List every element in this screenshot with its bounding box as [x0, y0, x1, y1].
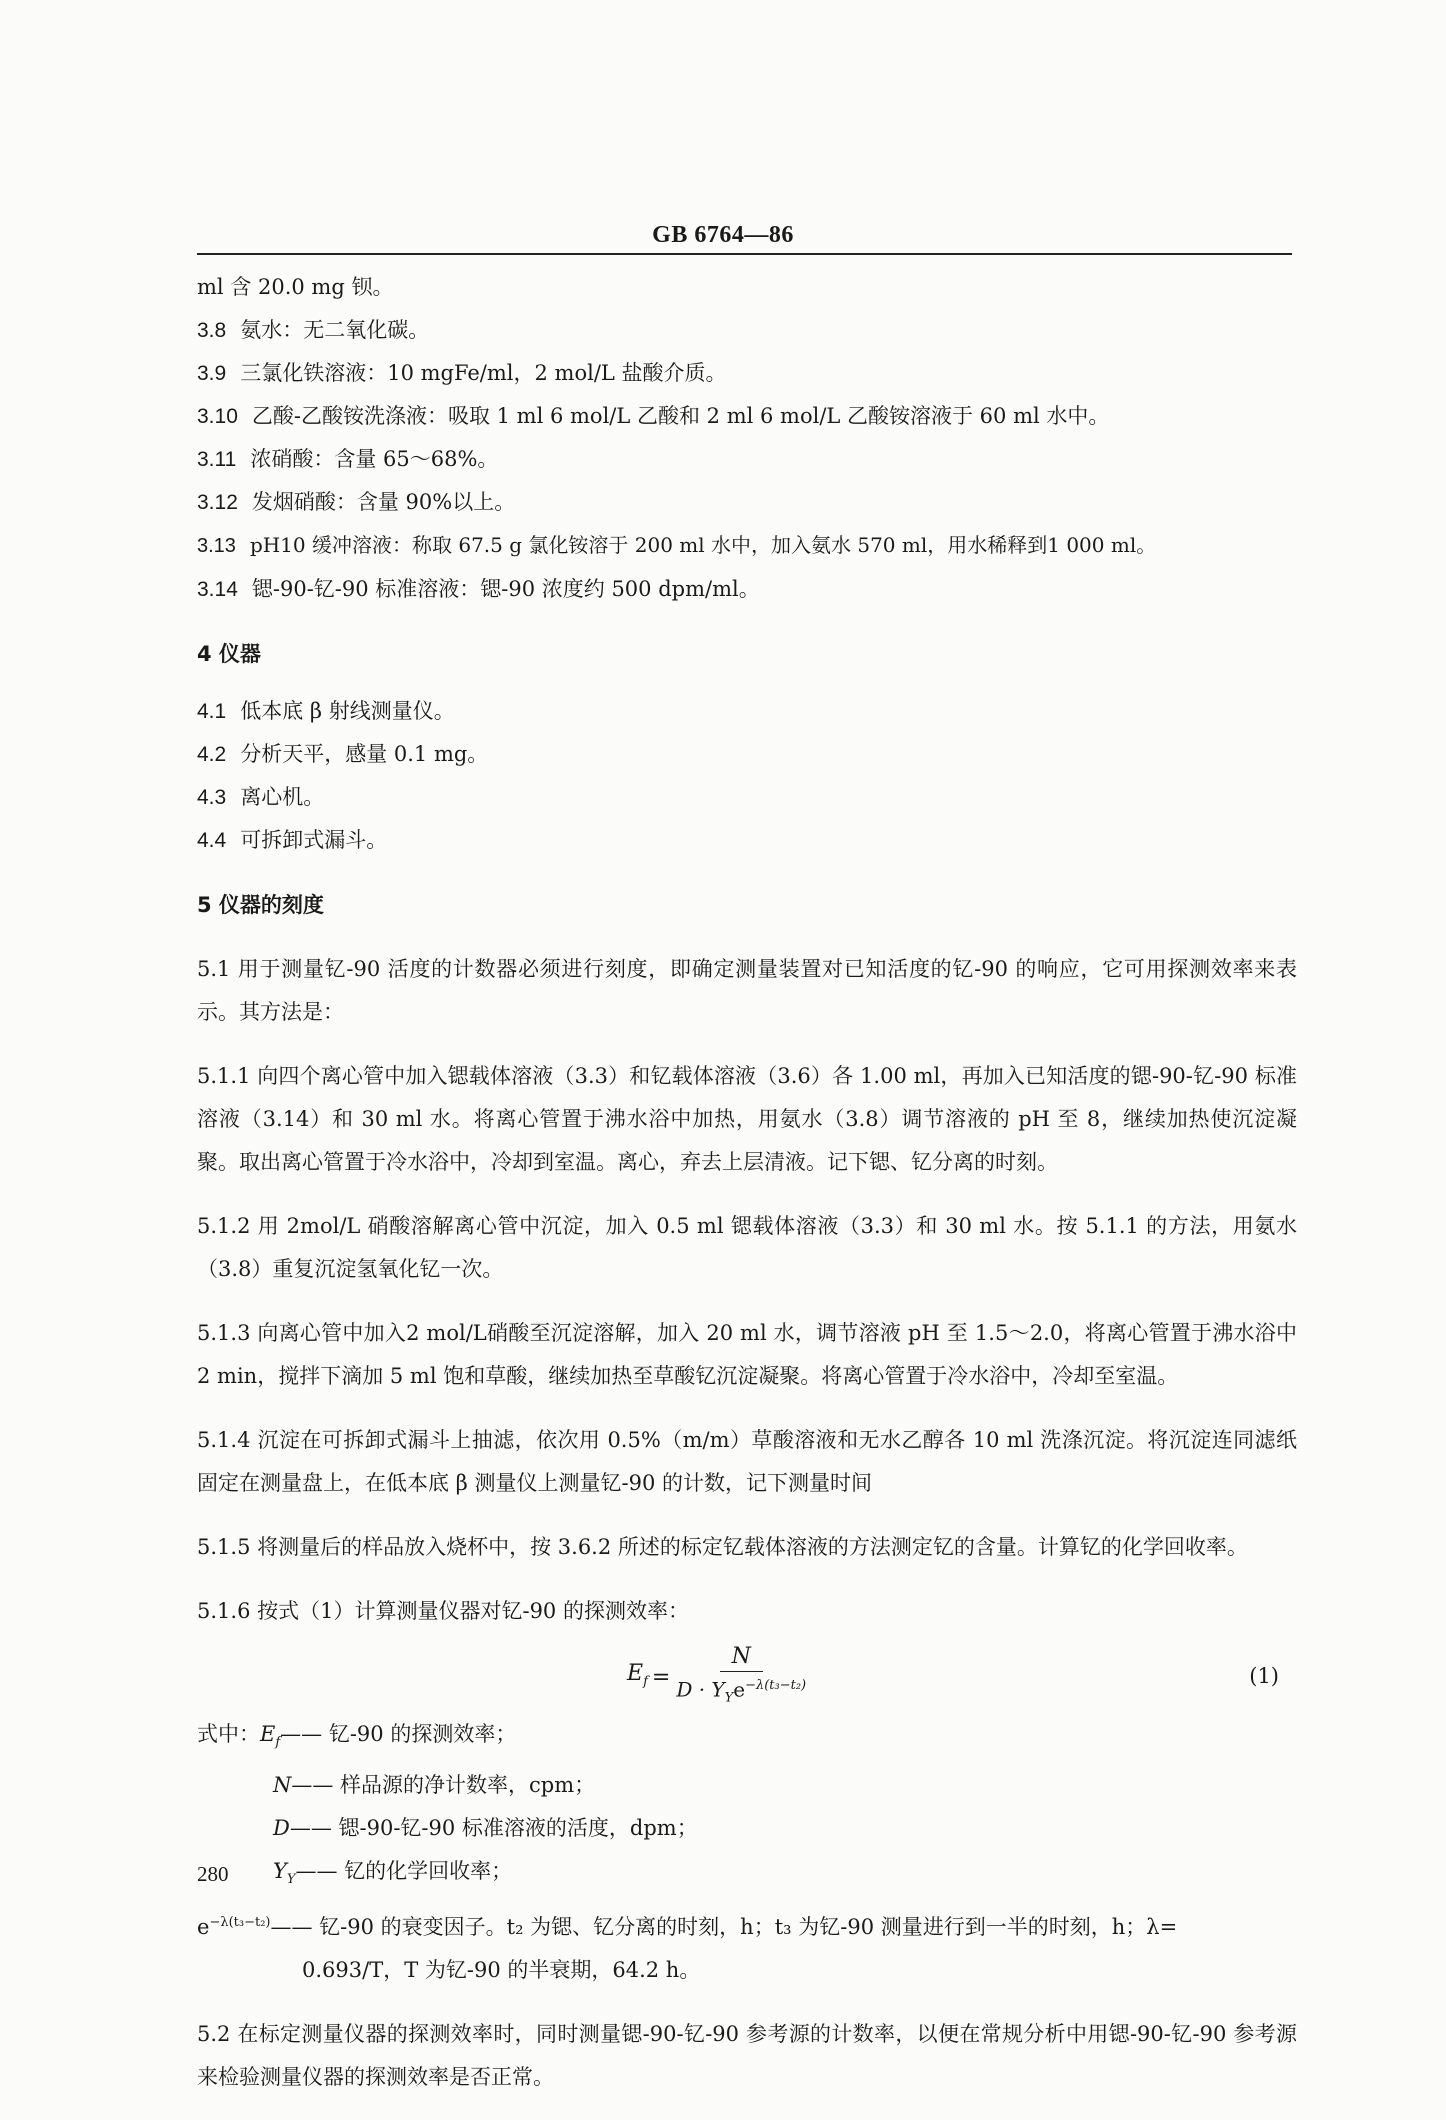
instrument-number: 4.2: [197, 743, 227, 766]
definition-text: —— 样品源的净计数率，cpm；: [291, 1773, 596, 1798]
reagent-text: 乙酸-乙酸铵洗涤液：吸取 1 ml 6 mol/L 乙酸和 2 ml 6 mol/L 乙酸铵溶液于 60 ml 水中。: [251, 404, 1110, 428]
symbol: N: [273, 1773, 292, 1798]
paragraph-5-1-3: 5.1.3 向离心管中加入2 mol/L硝酸至沉淀溶解，加入 20 ml 水，调节溶液 pH 至 1.5～2.0，将离心管置于沸水浴中 2 min，搅拌下滴加 5 ml 饱和草酸，继续加热至草酸钇沉淀凝聚。将离心管置于冷水浴中，冷却至室温。: [197, 1321, 1297, 1388]
paragraph-5-1-4: 5.1.4 沉淀在可拆卸式漏斗上抽滤，依次用 0.5%（m/m）草酸溶液和无水乙醇各 10 ml 洗涤沉淀。将沉淀连同滤纸固定在测量盘上，在低本底 β 测量仪上测量钇-90 的计数，记下测量时间: [197, 1428, 1297, 1495]
decay-symbol: $e^{-\lambda(t_3-t_2)}$: [197, 1915, 271, 1940]
instrument-number: 4.3: [197, 786, 227, 809]
reagent-item: [197, 568, 1297, 611]
equals-sign: =: [651, 1665, 671, 1691]
instrument-item: [197, 733, 1297, 776]
reagent-continuation: [197, 266, 1297, 309]
reagent-text: 发烟硝酸：含量 90%以上。: [251, 490, 516, 514]
document-body: [197, 266, 1297, 2120]
reagent-number: 3.14: [197, 578, 238, 601]
equation-denominator: $D \cdot Y_Ye^{-\lambda(t_3-t_2)}$: [676, 1677, 807, 1706]
reagent-item: [197, 438, 1297, 481]
reagent-text: pH10 缓冲溶液：称取 67.5 g 氯化铵溶于 200 ml 水中，加入氨水 570 ml，用水稀释到1 000 ml。: [249, 533, 1157, 557]
symbol: $E_f$: [260, 1722, 281, 1751]
instrument-text: 离心机。: [240, 785, 325, 809]
instrument-number: 4.1: [197, 700, 227, 723]
instrument-item: [197, 690, 1297, 733]
symbol: $Y_Y$: [273, 1859, 296, 1888]
reagent-text: 浓硝酸：含量 65～68%。: [250, 447, 499, 471]
definition-text: —— 钇-90 的探测效率；: [280, 1722, 517, 1746]
definition-text: —— 钇的化学回收率；: [295, 1859, 513, 1884]
definitions-intro: 式中：$E_f——$ 钇-90 的探测效率；: [197, 1722, 517, 1751]
header-rule: [197, 253, 1292, 255]
paragraph-5-1-5: 5.1.5 将测量后的样品放入烧杯中，按 3.6.2 所述的标定钇载体溶液的方法测定钇的含量。计算钇的化学回收率。: [197, 1535, 1248, 1559]
instrument-item: [197, 776, 1297, 819]
section-heading: 5 仪器的刻度: [197, 893, 324, 917]
reagent-number: 3.12: [197, 491, 238, 514]
definition-item: [197, 1850, 1297, 1901]
reagent-number: 3.10: [197, 405, 238, 428]
reagent-number: 3.13: [197, 535, 236, 557]
reagent-item: [197, 524, 1297, 568]
paragraph-5-1: 5.1 用于测量钇-90 活度的计数器必须进行刻度，即确定测量装置对已知活度的钇-90 的响应，它可用探测效率来表示。其方法是：: [197, 957, 1297, 1024]
equation-lhs: $E_f$: [627, 1661, 648, 1690]
equation-1: [197, 1637, 1297, 1709]
reagent-number: 3.8: [197, 319, 227, 342]
page-header-title: GB 6764—86: [652, 222, 794, 248]
section-heading: 4 仪器: [197, 642, 261, 666]
instrument-text: 低本底 β 射线测量仪。: [240, 699, 455, 723]
equation-numerator: N: [720, 1643, 763, 1672]
definition-item: [197, 1807, 1297, 1850]
reagent-text: ml 含 20.0 mg 钡。: [197, 275, 394, 299]
equation-fraction: [676, 1643, 806, 1713]
decay-factor-definition: [197, 1901, 1297, 1949]
reagent-number: 3.11: [197, 448, 237, 471]
reagent-item: [197, 309, 1297, 352]
paragraph-5-1-6: 5.1.6 按式（1）计算测量仪器对钇-90 的探测效率：: [197, 1599, 689, 1623]
definition-text: —— 钇-90 的衰变因子。t₂ 为锶、钇分离的时刻，h；t₃ 为钇-90 测量进行到一半的时刻，h；λ=: [270, 1915, 1178, 1940]
decay-factor-continuation: 0.693/T，T 为钇-90 的半衰期，64.2 h。: [302, 1958, 701, 1983]
reagent-number: 3.9: [197, 362, 227, 385]
reagent-item: [197, 481, 1297, 524]
paragraph-5-2: 5.2 在标定测量仪器的探测效率时，同时测量锶-90-钇-90 参考源的计数率，以便在常规分析中用锶-90-钇-90 参考源来检验测量仪器的探测效率是否正常。: [197, 2022, 1297, 2090]
page-number: 280: [197, 1862, 229, 1886]
reagent-text: 氨水：无二氧化碳。: [240, 318, 430, 342]
instrument-number: 4.4: [197, 829, 227, 852]
reagent-text: 三氯化铁溶液：10 mgFe/ml，2 mol/L 盐酸介质。: [240, 361, 727, 385]
definition-text: —— 锶-90-钇-90 标准溶液的活度，dpm；: [289, 1816, 698, 1841]
paragraph-5-1-1: 5.1.1 向四个离心管中加入锶载体溶液（3.3）和钇载体溶液（3.6）各 1.00 ml，再加入已知活度的锶-90-钇-90 标准溶液（3.14）和 30 ml 水。将离心管置于沸水浴中加热，用氨水（3.8）调节溶液的 pH 至 8，继续加热使沉淀凝聚。取出离心管置于冷水浴中，冷却到室温。离心，弃去上层清液。记下锶、钇分离的时刻。: [197, 1064, 1297, 1174]
equation-number: (1): [1249, 1664, 1279, 1688]
paragraph-5-1-2: 5.1.2 用 2mol/L 硝酸溶解离心管中沉淀，加入 0.5 ml 锶载体溶液（3.3）和 30 ml 水。按 5.1.1 的方法，用氨水（3.8）重复沉淀氢氧化钇一次。: [197, 1214, 1297, 1281]
instrument-item: [197, 819, 1297, 862]
symbol: D: [273, 1816, 290, 1841]
instrument-text: 分析天平，感量 0.1 mg。: [240, 742, 489, 766]
reagent-item: [197, 352, 1297, 395]
reagent-text: 锶-90-钇-90 标准溶液：锶-90 浓度约 500 dpm/ml。: [251, 577, 760, 601]
reagent-item: [197, 395, 1297, 438]
instrument-text: 可拆卸式漏斗。: [240, 828, 388, 852]
definition-item: [197, 1764, 1297, 1807]
equation-body: [627, 1643, 806, 1713]
